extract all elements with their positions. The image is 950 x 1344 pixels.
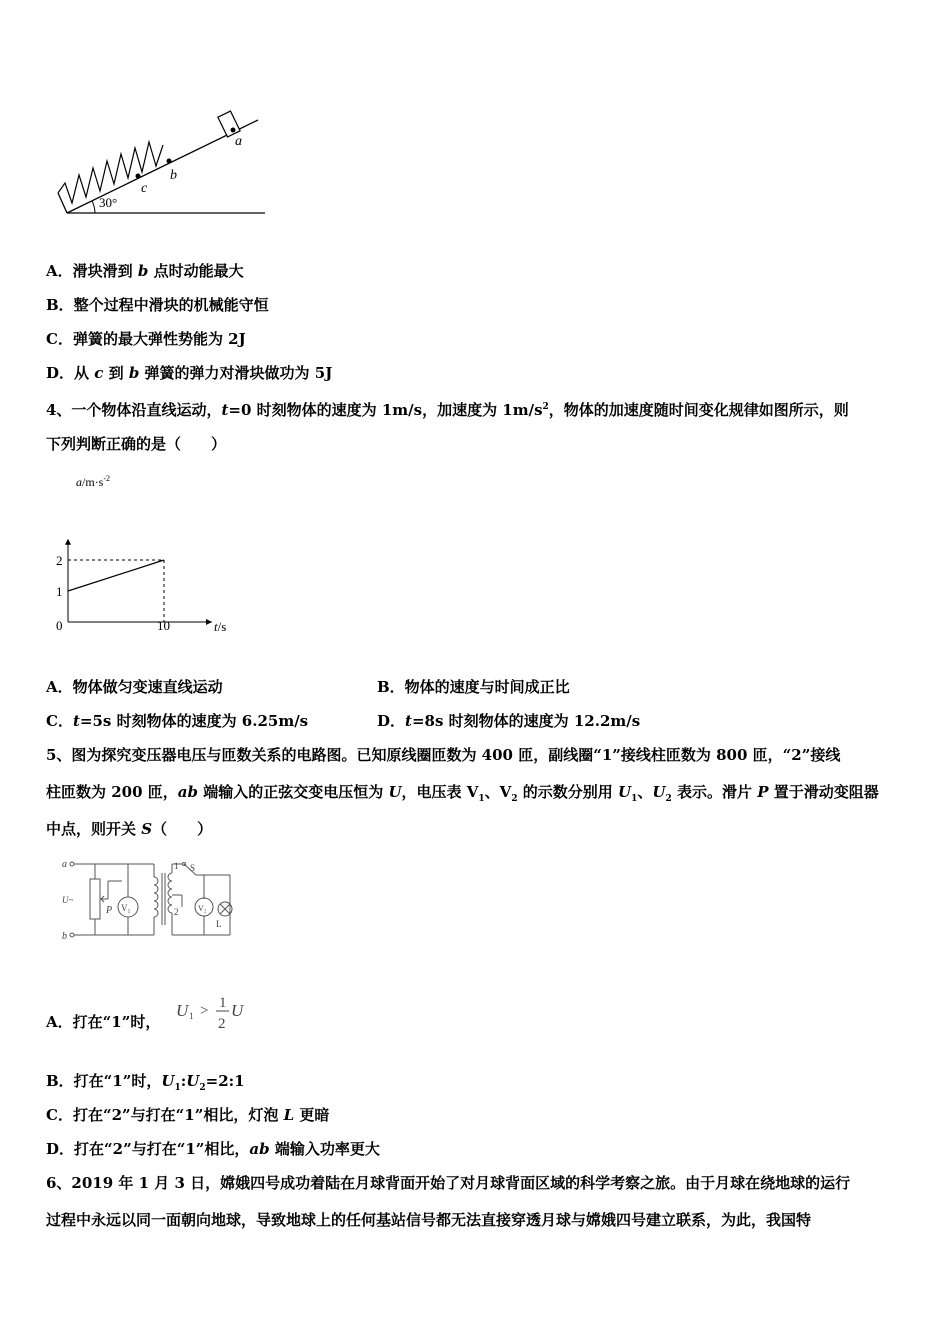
wall-line	[58, 193, 67, 213]
svg-text:a: a	[62, 859, 67, 870]
q5-stem-line3: 中点，则开关 S（ ）	[46, 820, 213, 838]
svg-text:S: S	[190, 863, 196, 873]
q3-option-c: C．弹簧的最大弹性势能为 2J	[46, 330, 246, 348]
q5-stem-line1: 5、图为探究变压器电压与匝数关系的电路图。已知原线圈匝数为 400 匝，副线圈“1”接线柱匝数为 800 匝，“2”接线	[46, 746, 841, 764]
q5-stem-line2: 柱匝数为 200 匝，ab 端输入的正弦交变电压恒为 U，电压表 $V_1$、$V_2$ 的示数分别用 $U_1$、$U_2$ 表示。滑片 P 置于滑动变阻器	[46, 783, 879, 804]
svg-text:V₂: V₂	[198, 904, 207, 913]
svg-text:1: 1	[219, 995, 227, 1011]
spring	[58, 142, 163, 203]
svg-text:2: 2	[174, 907, 179, 917]
q6-stem-line1: 6、2019 年 1 月 3 日，嫦娥四号成功着陆在月球背面开始了对月球背面区域的科学考察之旅。由于月球在绕地球的运行	[46, 1174, 851, 1192]
svg-text:U: U	[231, 1001, 244, 1020]
transformer-circuit-figure	[58, 855, 238, 945]
q5-option-b: B．打在“1”时，$U_1:U_2=2:1$	[46, 1072, 245, 1093]
y-axis-label: $a/m\cdot s^{-2}$	[76, 474, 111, 489]
svg-text:V₁: V₁	[121, 903, 131, 913]
terminal-a	[70, 862, 74, 866]
terminal-b	[70, 933, 74, 937]
svg-text:b: b	[62, 931, 67, 942]
point-c-dot	[136, 174, 141, 179]
y-tick-label: 2	[56, 553, 63, 568]
x-tick-label: 10	[157, 618, 170, 633]
q3-option-d: D．从 c 到 b 弹簧的弹力对滑块做功为 5J	[46, 364, 333, 382]
q5-option-d: D．打在“2”与打在“1”相比，ab 端输入功率更大	[46, 1140, 380, 1158]
q6-stem-line2: 过程中永远以同一面朝向地球，导致地球上的任何基站信号都无法直接穿透月球与嫦娥四号建立联系，为此，我国特	[46, 1211, 812, 1229]
q4-stem-line1: 4、一个物体沿直线运动，t=0 时刻物体的速度为 1m/s，加速度为 $1m/s^2$，物体的加速度随时间变化规律如图所示，则	[46, 401, 849, 419]
label-c: c	[141, 181, 148, 196]
q5-option-a-formula	[174, 990, 254, 1040]
point-a-dot	[231, 128, 236, 133]
svg-text:U: U	[176, 1001, 189, 1020]
label-a: a	[235, 134, 242, 149]
x-tick-label: 0	[56, 618, 63, 633]
point-b-dot	[167, 159, 172, 164]
q4-option-c: C．t=5s 时刻物体的速度为 6.25m/s	[46, 712, 309, 730]
svg-text:1: 1	[174, 861, 179, 871]
acceleration-time-chart	[40, 470, 240, 640]
svg-text:U~: U~	[62, 895, 74, 905]
q3-option-b: B．整个过程中滑块的机械能守恒	[46, 296, 269, 314]
angle-label: 30°	[99, 195, 118, 210]
x-axis-label: t/s	[214, 619, 227, 634]
x-axis-arrow	[206, 619, 212, 625]
svg-text:L: L	[216, 919, 222, 929]
svg-text:1: 1	[189, 1011, 194, 1021]
svg-text:>: >	[200, 1003, 209, 1019]
label-b: b	[170, 168, 177, 183]
q4-stem-line2: 下列判断正确的是（ ）	[46, 435, 227, 453]
rheostat	[90, 879, 100, 919]
incline-spring-figure	[55, 100, 275, 220]
q4-option-b: B．物体的速度与时间成正比	[377, 678, 570, 696]
svg-text:P: P	[106, 905, 113, 916]
series-line	[68, 560, 164, 591]
q3-option-a: A．滑块滑到 b 点时动能最大	[46, 262, 244, 280]
svg-text:2: 2	[218, 1016, 226, 1032]
q4-option-d: D．t=8s 时刻物体的速度为 12.2m/s	[377, 712, 641, 730]
primary-coil	[154, 877, 158, 917]
y-tick-label: 1	[56, 584, 63, 599]
y-axis-arrow	[65, 539, 71, 545]
q4-option-a: A．物体做匀变速直线运动	[46, 678, 223, 696]
q5-option-a: A．打在“1”时，	[46, 1013, 161, 1031]
secondary-coil	[168, 873, 172, 913]
q5-option-c: C．打在“2”与打在“1”相比，灯泡 L 更暗	[46, 1106, 330, 1124]
